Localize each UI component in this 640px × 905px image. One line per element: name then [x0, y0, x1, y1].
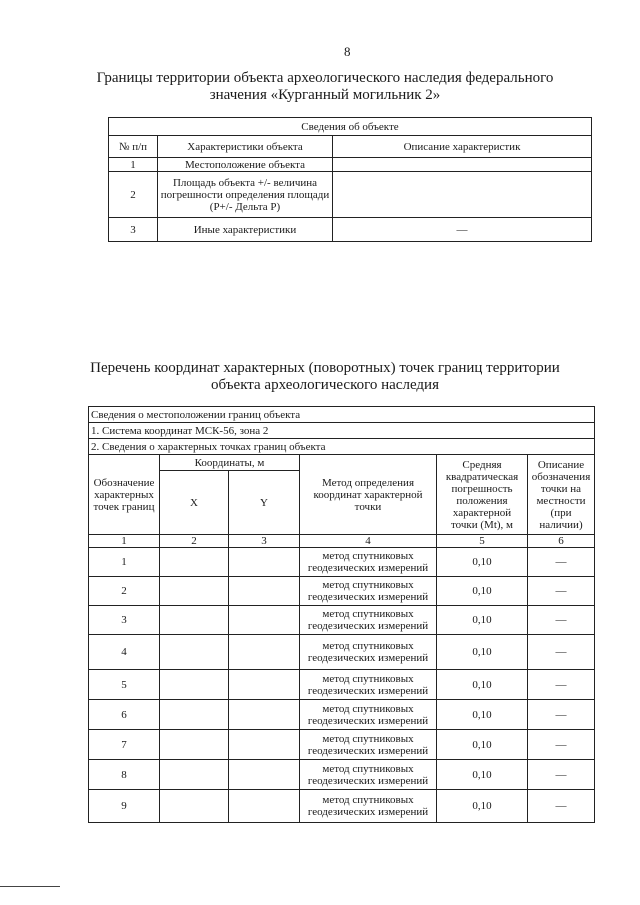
- row-characteristic: Местоположение объекта: [158, 158, 333, 172]
- coord-y: [229, 548, 300, 577]
- error-mt: 0,10: [437, 670, 528, 700]
- error-mt: 0,10: [437, 548, 528, 577]
- coord-y: [229, 730, 300, 760]
- table-row: [89, 790, 595, 823]
- method: метод спутниковых геодезических измерений: [300, 760, 437, 790]
- coord-y: [229, 635, 300, 670]
- point-id: 3: [89, 606, 160, 635]
- col-header-x: X: [160, 471, 229, 535]
- method: метод спутниковых геодезических измерений: [300, 730, 437, 760]
- coord-y: [229, 670, 300, 700]
- point-description: —: [528, 548, 595, 577]
- table-row: [89, 577, 595, 606]
- point-id: 1: [89, 548, 160, 577]
- table-row: [109, 158, 592, 172]
- method: метод спутниковых геодезических измерений: [300, 606, 437, 635]
- coord-x: [160, 760, 229, 790]
- point-id: 4: [89, 635, 160, 670]
- object-info-table: [108, 117, 592, 242]
- table-row: [109, 172, 592, 218]
- point-description: —: [528, 670, 595, 700]
- method: метод спутниковых геодезических измерений: [300, 700, 437, 730]
- col-number: 3: [229, 535, 300, 548]
- col-header-num: № п/п: [109, 136, 158, 158]
- col-header-point-description: Описание обозначения точки на местности (при наличии): [528, 455, 595, 535]
- table-row: [89, 700, 595, 730]
- point-id: 7: [89, 730, 160, 760]
- error-mt: 0,10: [437, 606, 528, 635]
- coordinate-system-row: 1. Система координат МСК-56, зона 2: [89, 423, 595, 439]
- point-id: 9: [89, 790, 160, 823]
- coord-x: [160, 790, 229, 823]
- row-description: [333, 158, 592, 172]
- row-num: 2: [109, 172, 158, 218]
- point-description: —: [528, 635, 595, 670]
- point-description: —: [528, 577, 595, 606]
- table-row: [89, 730, 595, 760]
- coord-y: [229, 790, 300, 823]
- coord-y: [229, 760, 300, 790]
- method: метод спутниковых геодезических измерений: [300, 670, 437, 700]
- coord-y: [229, 700, 300, 730]
- coord-y: [229, 606, 300, 635]
- col-header-characteristics: Характеристики объекта: [158, 136, 333, 158]
- row-characteristic: Площадь объекта +/- величина погрешности определения площади (P+/- Дельта P): [158, 172, 333, 218]
- footer-divider: [0, 886, 60, 887]
- coordinates-table: [88, 406, 595, 823]
- col-number: 1: [89, 535, 160, 548]
- col-header-error: Средняя квадратическая погрешность положения характерной точки (Mt), м: [437, 455, 528, 535]
- col-header-point: Обозначение характерных точек границ: [89, 455, 160, 535]
- table-row: [89, 670, 595, 700]
- method: метод спутниковых геодезических измерений: [300, 790, 437, 823]
- method: метод спутниковых геодезических измерений: [300, 635, 437, 670]
- col-number: 4: [300, 535, 437, 548]
- point-description: —: [528, 790, 595, 823]
- coord-x: [160, 635, 229, 670]
- method: метод спутниковых геодезических измерений: [300, 577, 437, 606]
- point-id: 8: [89, 760, 160, 790]
- point-description: —: [528, 700, 595, 730]
- row-description: —: [333, 218, 592, 242]
- table-row: [89, 548, 595, 577]
- coord-x: [160, 577, 229, 606]
- row-num: 1: [109, 158, 158, 172]
- col-header-coords: Координаты, м: [160, 455, 300, 471]
- col-header-method: Метод определения координат характерной точки: [300, 455, 437, 535]
- object-boundaries-title: Границы территории объекта археологического наследия федерального значения «Курганный могильник 2»: [96, 70, 554, 103]
- point-id: 2: [89, 577, 160, 606]
- coordinates-list-title: Перечень координат характерных (поворотных) точек границ территории объекта археологического наследия: [90, 360, 560, 393]
- page-number: 8: [344, 44, 351, 59]
- method: метод спутниковых геодезических измерений: [300, 548, 437, 577]
- col-number: 2: [160, 535, 229, 548]
- error-mt: 0,10: [437, 790, 528, 823]
- col-number: 6: [528, 535, 595, 548]
- error-mt: 0,10: [437, 577, 528, 606]
- col-header-description: Описание характеристик: [333, 136, 592, 158]
- point-description: —: [528, 606, 595, 635]
- point-description: —: [528, 730, 595, 760]
- table-row: [89, 606, 595, 635]
- coord-x: [160, 730, 229, 760]
- table-row: [89, 760, 595, 790]
- table-row: [109, 218, 592, 242]
- col-number: 5: [437, 535, 528, 548]
- error-mt: 0,10: [437, 760, 528, 790]
- coord-y: [229, 577, 300, 606]
- coord-x: [160, 670, 229, 700]
- location-info-header: Сведения о местоположении границ объекта: [89, 407, 595, 423]
- error-mt: 0,10: [437, 700, 528, 730]
- point-description: —: [528, 760, 595, 790]
- table-row: [89, 635, 595, 670]
- error-mt: 0,10: [437, 635, 528, 670]
- row-description: [333, 172, 592, 218]
- object-info-header: Сведения об объекте: [109, 118, 592, 136]
- coord-x: [160, 548, 229, 577]
- coord-x: [160, 700, 229, 730]
- row-num: 3: [109, 218, 158, 242]
- point-id: 6: [89, 700, 160, 730]
- col-header-y: Y: [229, 471, 300, 535]
- coord-x: [160, 606, 229, 635]
- points-info-row: 2. Сведения о характерных точках границ объекта: [89, 439, 595, 455]
- error-mt: 0,10: [437, 730, 528, 760]
- row-characteristic: Иные характеристики: [158, 218, 333, 242]
- point-id: 5: [89, 670, 160, 700]
